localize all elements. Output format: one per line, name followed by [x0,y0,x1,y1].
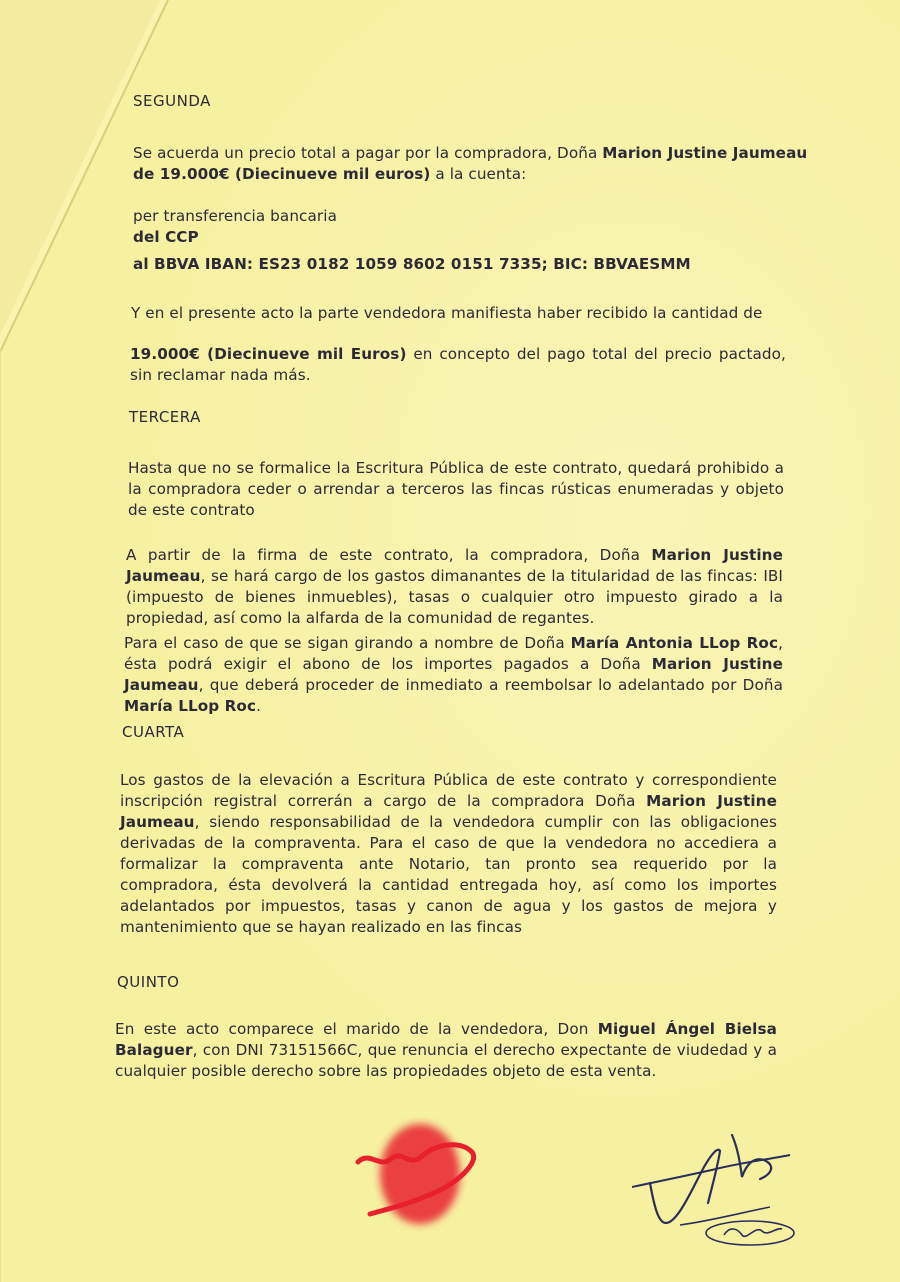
price-amount: de 19.000€ (Diecinueve mil euros) [133,165,431,183]
text-fragment: a la cuenta: [430,165,527,183]
heading-tercera: TERCERA [129,408,201,426]
husband-signature [620,1125,820,1255]
tercera-paragraph-2 [126,545,783,629]
buyer-name: Marion Justine Jaumeau [602,144,808,162]
ccp-line: del CCP [133,228,199,246]
text-fragment: . [256,697,262,715]
heading-quinto: QUINTO [117,973,180,991]
buyer-name: Marion Justine Jaumeau [120,792,777,831]
text-fragment: , siendo responsabilidad de la vendedora cumplir con las obligaciones derivadas de la compraventa. Para el caso de que la vendedora no accediera a formalizar la compraventa ante Notario, tan pronto sea requerido por la compradora, ésta devolverá la cantidad entregada hoy, así como los importes adelantados por impuestos, tasas y canon de agua y los gastos de mejora y mantenimiento que se hayan realizado en las fincas [120,813,777,936]
text-fragment: Los gastos de la elevación a Escritura Pública de este contrato y correspondiente inscripción registral correrán a cargo de la compradora Doña [120,771,777,810]
seller-name: María Antonia LLop Roc [570,634,779,652]
seller-name: María LLop Roc [124,697,257,715]
tercera-paragraph-1: Hasta que no se formalice la Escritura Pública de este contrato, quedará prohibido a la compradora ceder o arrendar a terceros las fincas rústicas enumeradas y objeto de este contrato [128,459,784,519]
received-line: Y en el presente acto la parte vendedora manifiesta haber recibido la cantidad de [131,304,763,322]
text-fragment: Se acuerda un precio total a pagar por la compradora, Doña [133,144,603,162]
iban-line: al BBVA IBAN: ES23 0182 1059 8602 0151 7335; BIC: BBVAESMM [133,255,691,273]
received-amount-paragraph [130,344,786,386]
text-fragment: , con DNI 73151566C, que renuncia el derecho expectante de viudedad y a cualquier posible derecho sobre las propiedades objeto de esta venta. [115,1041,777,1080]
buyer-signature [340,1110,500,1240]
segunda-price-line-2 [133,164,526,185]
text-fragment: , ésta podrá exigir el abono de los importes pagados a Doña [124,634,784,673]
tercera-paragraph-3 [124,633,783,717]
text-fragment: , se hará cargo de los gastos dimanantes de la titularidad de las fincas: IBI (impuesto de bienes inmuebles), tasas o cualquier otro impuesto girado a la propiedad, así como la alfarda de la comunidad de regantes. [126,567,783,627]
transfer-method: per transferencia bancaria [133,207,337,225]
buyer-name: Marion Justine Jaumeau [124,655,783,694]
heading-cuarta: CUARTA [122,723,185,741]
cuarta-paragraph [120,770,777,938]
received-amount: 19.000€ (Diecinueve mil Euros) [130,345,407,363]
segunda-price-line-1 [133,143,807,164]
text-fragment: , que deberá proceder de inmediato a reembolsar lo adelantado por Doña [198,676,783,694]
heading-segunda: SEGUNDA [133,92,211,110]
quinto-paragraph [115,1019,777,1082]
text-fragment: En este acto comparece el marido de la vendedora, Don [115,1020,598,1038]
text-fragment: Para el caso de que se sigan girando a nombre de Doña [124,634,571,652]
buyer-name: Marion Justine Jaumeau [126,546,783,585]
husband-name: Miguel Ángel Bielsa Balaguer [115,1020,777,1059]
text-fragment: A partir de la firma de este contrato, la compradora, Doña [126,546,652,564]
text-fragment: en concepto del pago total del precio pactado, sin reclamar nada más. [130,345,786,384]
